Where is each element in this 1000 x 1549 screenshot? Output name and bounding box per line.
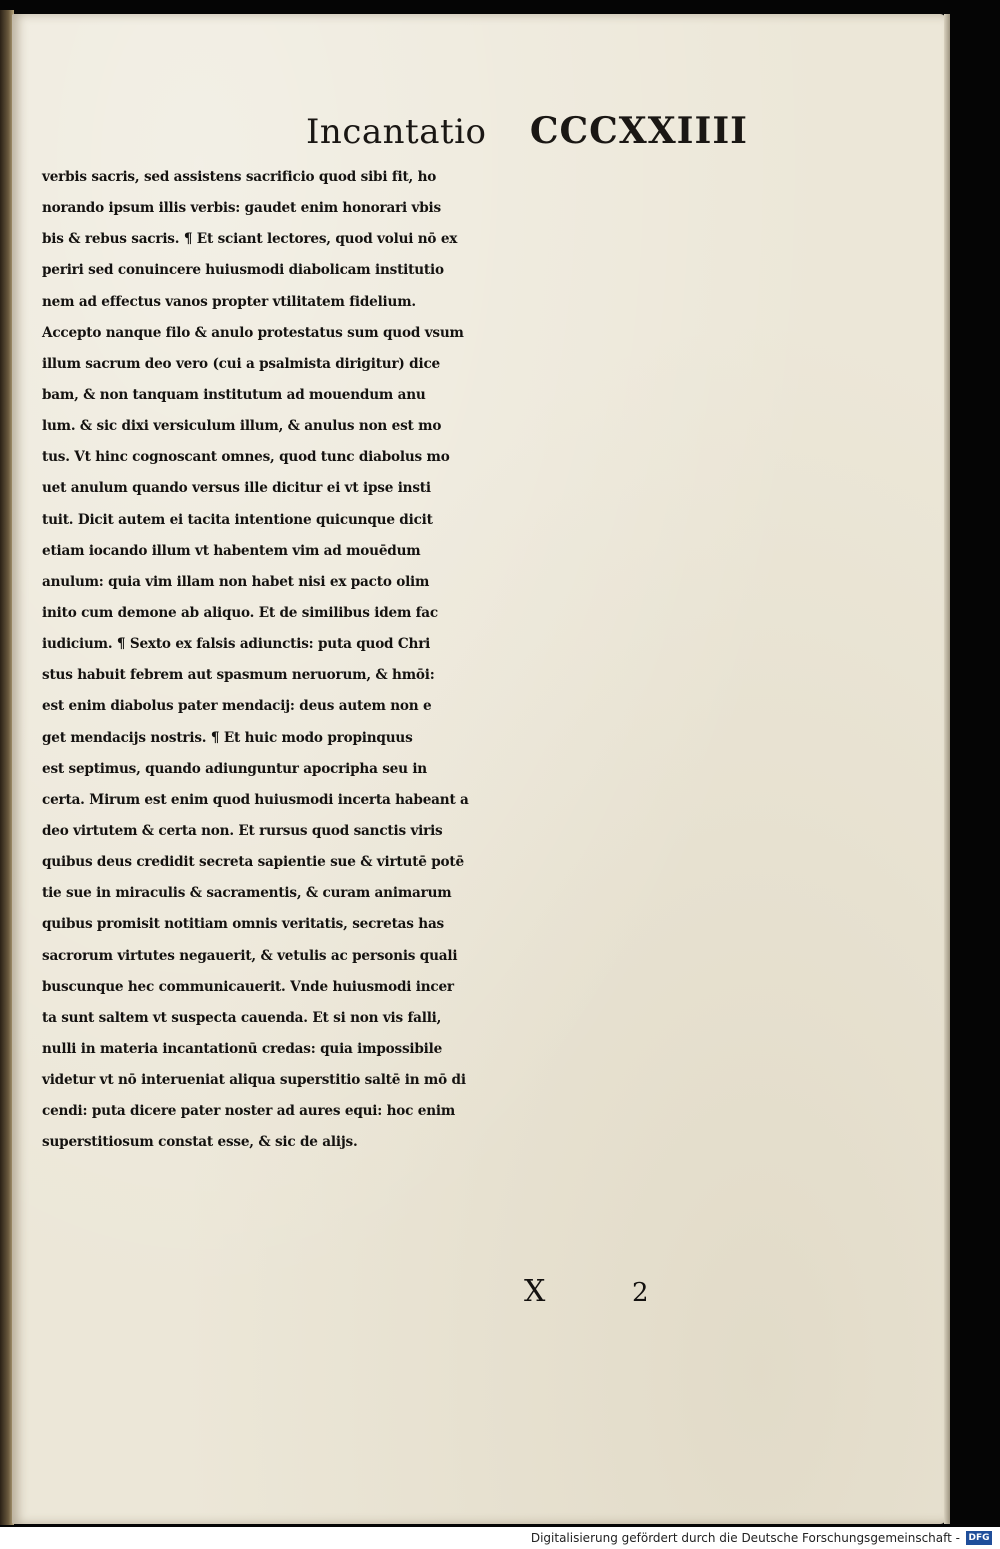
text-line: anulum: quia vim illam non habet nisi ex pacto olim — [42, 573, 430, 590]
text-line: inito cum demone ab aliquo. Et de similibus idem fac — [42, 604, 438, 621]
text-line: ta sunt saltem vt suspecta cauenda. Et si non vis falli, — [42, 1009, 442, 1026]
text-line: tus. Vt hinc cognoscant omnes, quod tunc diabolus mo — [42, 449, 450, 466]
signature-letter: X — [524, 1274, 546, 1309]
text-line: est septimus, quando adiunguntur apocripha seu in — [42, 760, 427, 777]
page-header — [296, 102, 766, 162]
folio-number: CCCXXIIII — [529, 110, 748, 152]
text-line: iudicium. ¶ Sexto ex falsis adiunctis: puta quod Chri — [42, 636, 431, 653]
signature-mark — [520, 1274, 680, 1314]
text-line: periri sed conuincere huiusmodi diabolicam institutio — [42, 262, 444, 279]
text-line: superstitiosum constat esse, & sic de alijs. — [42, 1134, 358, 1151]
text-block — [42, 162, 782, 1159]
text-line: quibus deus credidit secreta sapientie sue & virtutē potē — [42, 854, 464, 871]
text-line: norando ipsum illis verbis: gaudet enim honorari vbis — [42, 200, 441, 217]
text-line: sacrorum virtutes negauerit, & vetulis ac personis quali — [42, 947, 458, 964]
text-line: uet anulum quando versus ille dicitur ei vt ipse insti — [42, 480, 431, 497]
text-line: verbis sacris, sed assistens sacrificio quod sibi fit, ho — [42, 169, 437, 185]
text-line: etiam iocando illum vt habentem vim ad mouēdum — [42, 542, 421, 559]
text-line: illum sacrum deo vero (cui a psalmista dirigitur) dice — [42, 355, 440, 372]
text-line: bam, & non tanquam institutum ad mouendum anu — [42, 386, 426, 403]
footer-bar — [0, 1527, 1000, 1549]
text-line: buscunque hec communicauerit. Vnde huiusmodi incer — [42, 978, 454, 995]
text-line: deo virtutem & certa non. Et rursus quod sanctis viris — [42, 822, 443, 839]
text-line: Accepto nanque filo & anulo protestatus sum quod vsum — [42, 324, 464, 341]
text-line: tuit. Dicit autem ei tacita intentione quicunque dicit — [42, 511, 433, 528]
text-line: videtur vt nō interueniat aliqua superstitio saltē in mō di — [42, 1072, 466, 1089]
text-line: est enim diabolus pater mendacij: deus autem non e — [42, 698, 432, 715]
text-line: get mendacijs nostris. ¶ Et huic modo propinquus — [42, 729, 413, 746]
text-line: quibus promisit notitiam omnis veritatis, secretas has — [42, 916, 445, 933]
signature-number: 2 — [632, 1278, 649, 1308]
dfg-logo-icon: DFG — [966, 1531, 992, 1545]
running-title: Incantatio — [306, 112, 487, 152]
text-line: nulli in materia incantationū credas: quia impossibile — [42, 1040, 443, 1057]
text-line: cendi: puta dicere pater noster ad aures equi: hoc enim — [42, 1103, 456, 1120]
text-line: nem ad effectus vanos propter vtilitatem fidelium. — [42, 293, 416, 310]
funding-credit: Digitalisierung gefördert durch die Deutsche Forschungsgemeinschaft - — [530, 1531, 960, 1545]
page-edge — [944, 14, 950, 1524]
text-line: tie sue in miraculis & sacramentis, & curam animarum — [42, 885, 452, 902]
text-line: bis & rebus sacris. ¶ Et sciant lectores, quod volui nō ex — [42, 231, 458, 248]
text-line: certa. Mirum est enim quod huiusmodi incerta habeant a — [42, 791, 469, 808]
text-line: stus habuit febrem aut spasmum neruorum, & hmōi: — [42, 667, 435, 684]
text-line: lum. & sic dixi versiculum illum, & anulus non est mo — [42, 418, 442, 435]
